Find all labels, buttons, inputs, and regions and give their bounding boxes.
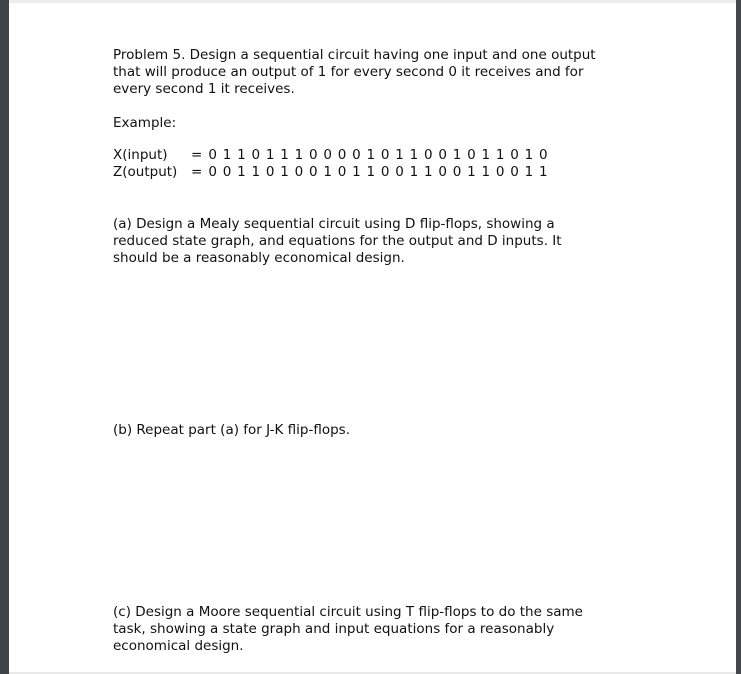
equals-sign: = [191, 147, 203, 163]
window-left-border [0, 0, 9, 674]
part-c-line: task, showing a state graph and input equations for a reasonably [113, 621, 555, 637]
input-sequence-row [113, 147, 548, 164]
problem-statement-line: every second 1 it receives. [113, 81, 295, 97]
output-sequence-label: Z(output) [113, 164, 178, 180]
example-label: Example: [113, 115, 177, 131]
part-a-line: should be a reasonably economical design. [113, 250, 405, 266]
problem-statement [113, 47, 596, 98]
equals-sign: = [191, 164, 203, 180]
problem-statement-line: Problem 5. Design a sequential circuit having one input and one output [113, 47, 596, 63]
output-sequence-row [113, 164, 548, 181]
part-a-line: reduced state graph, and equations for the output and D inputs. It [113, 233, 562, 249]
input-sequence-label: X(input) [113, 147, 168, 163]
window-right-border [736, 0, 741, 674]
part-c-line: (c) Design a Moore sequential circuit using T flip-flops to do the same [113, 604, 583, 620]
output-sequence-values: 0 0 1 1 0 1 0 0 1 0 1 1 0 0 1 1 0 0 1 1 0 0 1 1 [208, 164, 548, 180]
page-top-edge [9, 0, 736, 3]
part-b-line: (b) Repeat part (a) for J-K flip-flops. [113, 422, 351, 438]
part-b-statement [113, 422, 350, 439]
example-sequences [113, 147, 548, 181]
problem-statement-line: that will produce an output of 1 for every second 0 it receives and for [113, 64, 584, 80]
part-c-statement [113, 604, 583, 655]
input-sequence-values: 0 1 1 0 1 1 1 0 0 0 0 1 0 1 1 0 0 1 0 1 1 0 1 0 [208, 147, 548, 163]
part-a-statement [113, 216, 562, 267]
part-a-line: (a) Design a Mealy sequential circuit using D flip-flops, showing a [113, 216, 555, 232]
part-c-line: economical design. [113, 638, 244, 654]
